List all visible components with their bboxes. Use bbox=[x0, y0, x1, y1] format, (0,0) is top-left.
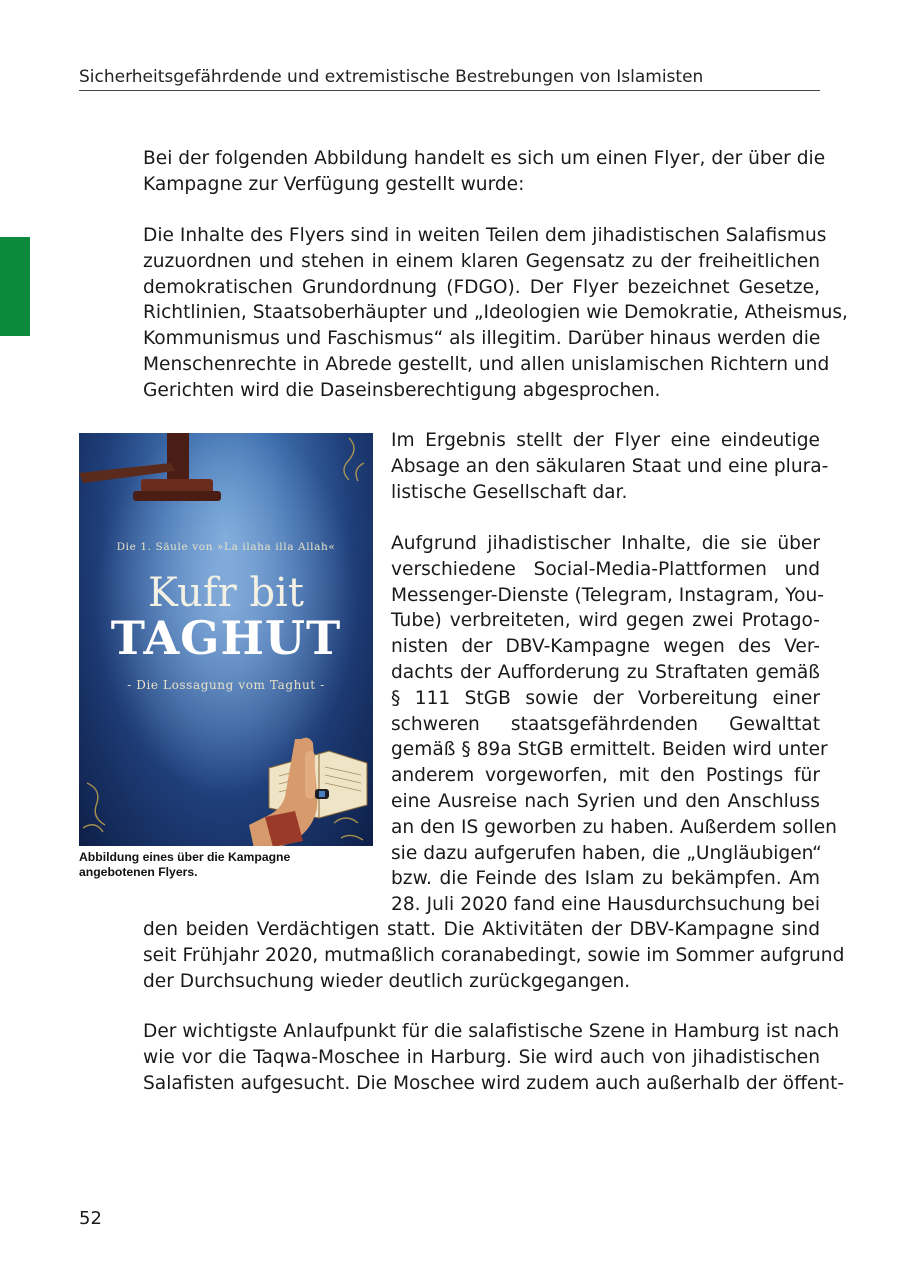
text-line: Im Ergebnis stellt der Flyer eine eindeutige bbox=[391, 430, 820, 451]
text-line: nisten der DBV-Kampagne wegen des Ver- bbox=[391, 636, 820, 658]
text-line: Menschenrechte in Abrede gestellt, und allen unislamischen Richtern und bbox=[143, 353, 830, 375]
text-line: schweren staatsgefährdenden Gewalttat bbox=[391, 713, 820, 735]
running-header: Sicherheitsgefährdende und extremistische Bestrebungen von Islamisten bbox=[79, 67, 704, 87]
text-line: Tube) verbreiteten, wird gegen zwei Protago- bbox=[391, 610, 820, 632]
text-line: bzw. die Feinde des Islam zu bekämpfen. Am bbox=[391, 868, 820, 890]
text-line: Salafisten aufgesucht. Die Moschee wird zudem auch außerhalb der öffent- bbox=[143, 1072, 845, 1094]
chapter-side-tab bbox=[0, 237, 30, 336]
text-line: dachts der Aufforderung zu Straftaten gemäß bbox=[391, 661, 820, 683]
text-line: der Durchsuchung wieder deutlich zurückgegangen. bbox=[143, 970, 631, 992]
text-line: an den IS geworben zu haben. Außerdem sollen bbox=[391, 816, 837, 838]
flyer-image bbox=[79, 433, 373, 846]
text-line: § 111 StGB sowie der Vorbereitung einer bbox=[391, 687, 820, 709]
text-line: Absage an den säkularen Staat und eine plura- bbox=[391, 455, 829, 477]
figure-caption bbox=[79, 850, 373, 880]
text-line: 28. Juli 2020 fand eine Hausdurchsuchung bei bbox=[391, 894, 820, 916]
text-line: Der wichtigste Anlaufpunkt für die salafistische Szene in Hamburg ist nach bbox=[143, 1021, 840, 1042]
text-line: Die Inhalte des Flyers sind in weiten Teilen dem jihadistischen Salafismus bbox=[143, 225, 827, 246]
text-line: Gerichten wird die Daseinsberechtigung abgesprochen. bbox=[143, 379, 661, 401]
text-line: gemäß § 89a StGB ermittelt. Beiden wird unter bbox=[391, 739, 828, 761]
paragraph-result bbox=[391, 428, 829, 505]
header-divider bbox=[79, 90, 820, 91]
flyer-title-line2: TAGHUT bbox=[110, 611, 342, 665]
text-line: Messenger-Dienste (Telegram, Instagram, You- bbox=[391, 584, 824, 606]
paragraph-investigation bbox=[391, 531, 837, 918]
text-line: anderem vorgeworfen, mit den Postings für bbox=[391, 765, 820, 787]
text-line: seit Frühjahr 2020, mutmaßlich coranabedingt, sowie im Sommer aufgrund bbox=[143, 944, 845, 966]
text-line: den beiden Verdächtigen statt. Die Aktivitäten der DBV-Kampagne sind bbox=[143, 919, 820, 940]
paragraph-mosque bbox=[143, 1019, 845, 1096]
flyer-top-line: Die 1. Säule von »La ilaha illa Allah« bbox=[116, 541, 336, 553]
text-line: sie dazu aufgerufen haben, die „Ungläubigen“ bbox=[391, 842, 822, 864]
text-line: demokratischen Grundordnung (FDGO). Der Flyer bezeichnet Gesetze, bbox=[143, 276, 820, 298]
paragraph-investigation-continued bbox=[143, 917, 845, 994]
text-line: wie vor die Taqwa-Moschee in Harburg. Sie wird auch von jihadistischen bbox=[143, 1046, 820, 1068]
text-line: zuzuordnen und stehen in einem klaren Gegensatz zu der freiheitlichen bbox=[143, 250, 820, 272]
page-number: 52 bbox=[79, 1208, 102, 1229]
caption-line: angebotenen Flyers. bbox=[79, 865, 198, 879]
flyer-title-line1: Kufr bit bbox=[148, 570, 304, 616]
paragraph-flyer-contents bbox=[143, 223, 848, 404]
text-line: Bei der folgenden Abbildung handelt es sich um einen Flyer, der über die bbox=[143, 148, 826, 169]
text-line: eine Ausreise nach Syrien und den Anschluss bbox=[391, 790, 820, 812]
paragraph-intro bbox=[143, 146, 826, 198]
text-line: verschiedene Social-Media-Plattformen und bbox=[391, 558, 820, 580]
text-line: listische Gesellschaft dar. bbox=[391, 481, 628, 503]
caption-line: Abbildung eines über die Kampagne bbox=[79, 850, 291, 864]
text-line: Kommunismus und Faschismus“ als illegitim. Darüber hinaus werden die bbox=[143, 328, 821, 350]
text-line: Aufgrund jihadistischer Inhalte, die sie über bbox=[391, 533, 820, 554]
text-line: Richtlinien, Staatsoberhäupter und „Ideologien wie Demokratie, Atheismus, bbox=[143, 302, 848, 324]
flyer-bottom-line: - Die Lossagung vom Taghut - bbox=[127, 678, 325, 692]
text-line: Kampagne zur Verfügung gestellt wurde: bbox=[143, 173, 525, 195]
